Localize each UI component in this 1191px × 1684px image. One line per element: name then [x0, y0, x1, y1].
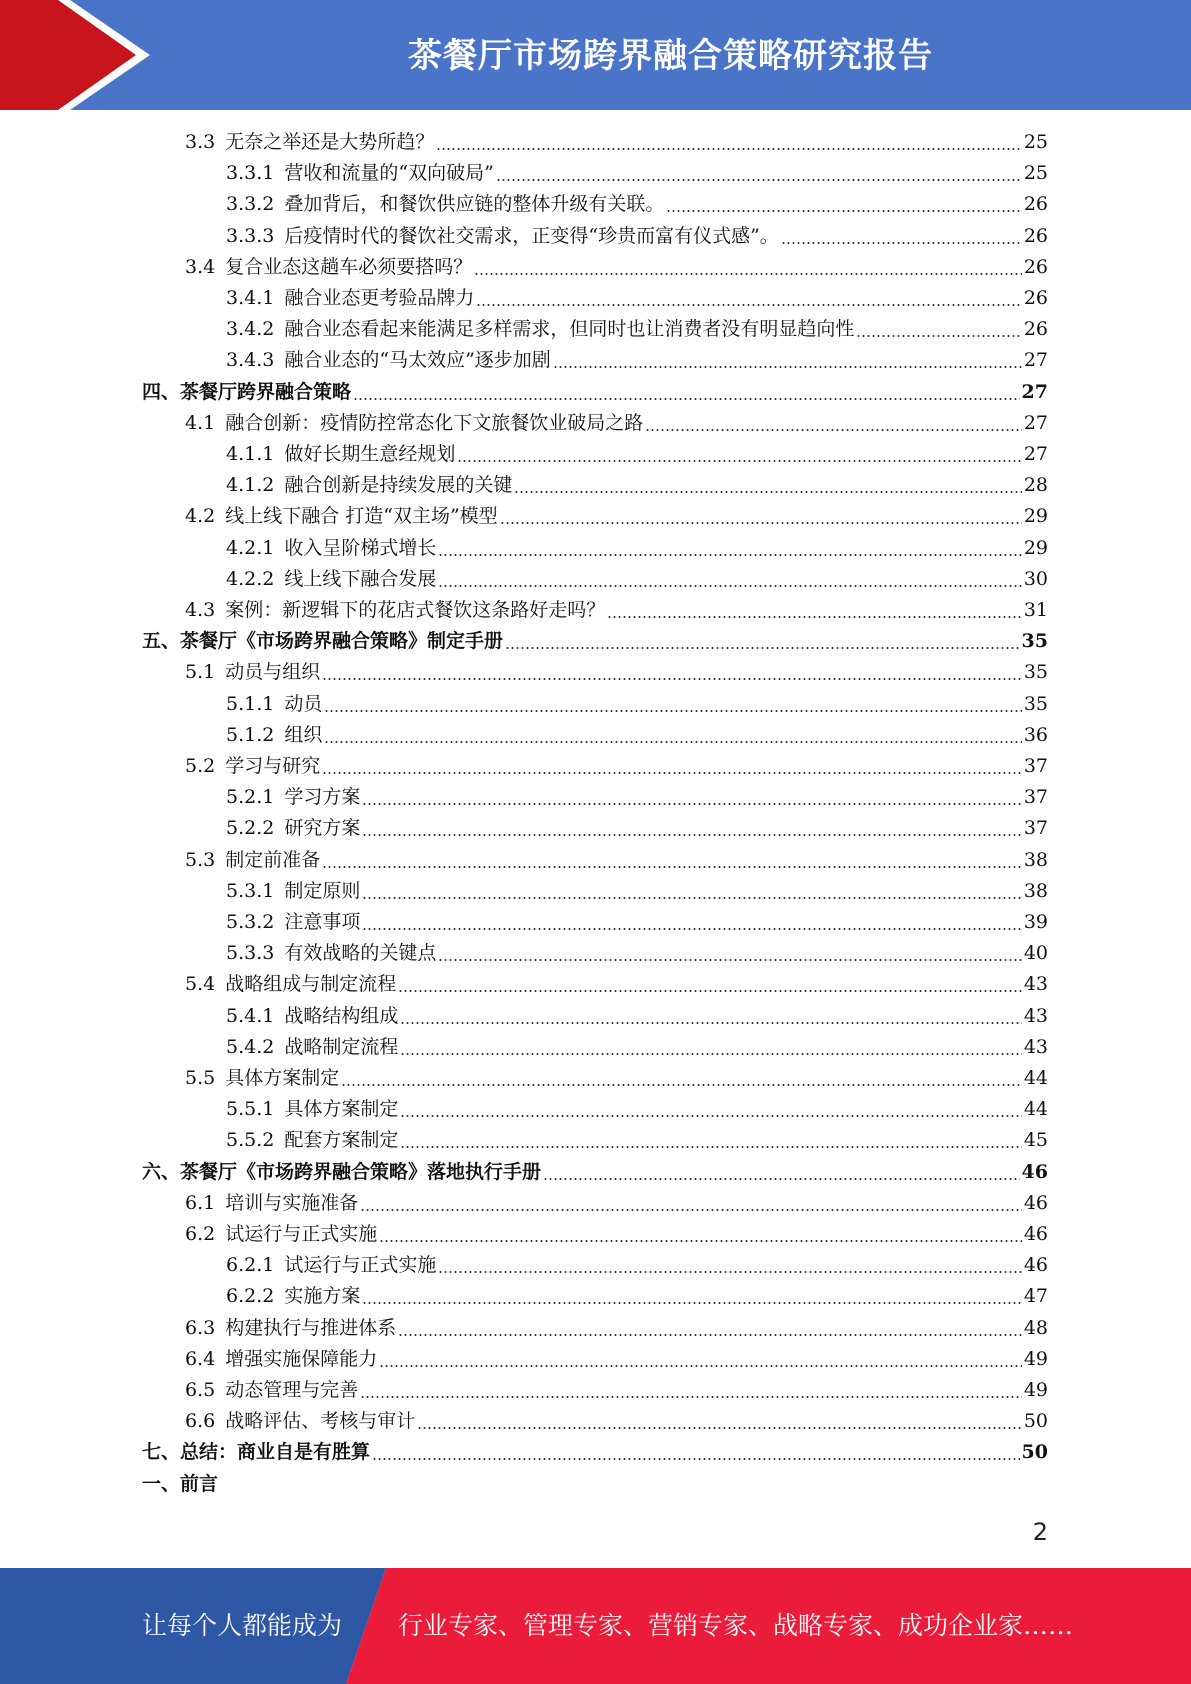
toc-entry-page: 26 [1023, 193, 1048, 216]
toc-entry-number: 4.2 [185, 505, 216, 528]
toc-entry-title: 四、茶餐厅跨界融合策略 [142, 380, 352, 403]
toc-entry[interactable] [226, 221, 1048, 252]
toc-entry-number: 4.2.2 [226, 567, 275, 590]
toc-entry-number: 4.3 [185, 599, 216, 621]
toc-entry-title: 制定原则 [284, 879, 361, 902]
toc-entry[interactable] [226, 689, 1048, 720]
toc-entry[interactable] [185, 1313, 1048, 1344]
toc-entry[interactable] [142, 377, 1048, 408]
toc-entry-page: 43 [1023, 1004, 1048, 1027]
toc-entry-title: 实施方案 [284, 1285, 361, 1308]
toc-leader-dots [362, 880, 1021, 900]
toc-leader-dots [607, 599, 1022, 619]
toc-leader-dots [505, 630, 1020, 650]
toc-leader-dots [856, 318, 1021, 338]
toc-entry-title: 注意事项 [284, 911, 361, 933]
toc-leader-dots [398, 1317, 1022, 1337]
toc-entry-number: 5.5 [185, 1067, 216, 1089]
toc-entry-page: 25 [1023, 162, 1048, 185]
toc-leader-dots [457, 443, 1021, 463]
toc-entry-title: 具体方案制定 [225, 1067, 340, 1089]
toc-entry-title: 配套方案制定 [284, 1129, 399, 1152]
toc-leader-dots [353, 381, 1020, 401]
toc-entry-title: 增强实施保障能力 [225, 1347, 378, 1370]
toc-leader-dots [324, 693, 1021, 713]
toc-entry[interactable] [226, 470, 1048, 501]
toc-entry-number: 5.3.3 [226, 942, 275, 965]
toc-entry-page: 40 [1023, 942, 1048, 965]
toc-entry-number: 3.3 [185, 131, 216, 153]
toc-entry-page: 35 [1021, 630, 1048, 653]
toc-entry-title: 叠加背后，和餐饮供应链的整体升级有关联。 [284, 193, 665, 216]
toc-leader-dots [474, 256, 1022, 276]
toc-entry-number: 5.4.1 [226, 1004, 275, 1027]
toc-entry-number: 6.1 [185, 1191, 216, 1214]
toc-entry-number: 3.3.3 [226, 224, 275, 247]
toc-entry[interactable] [226, 1250, 1048, 1281]
toc-entry-title: 战略评估、考核与审计 [225, 1410, 416, 1433]
toc-entry[interactable] [142, 626, 1048, 657]
toc-entry-page: 27 [1023, 443, 1048, 465]
toc-leader-dots [438, 537, 1021, 557]
toc-entry-number: 5.1.2 [226, 723, 275, 746]
toc-entry-title: 试运行与正式实施 [225, 1223, 378, 1245]
toc-leader-dots [362, 911, 1021, 931]
toc-leader-dots [324, 724, 1021, 744]
toc-entry-title: 动员与组织 [225, 661, 321, 684]
toc-leader-dots [438, 1254, 1021, 1274]
toc-entry-title: 融合业态更考验品牌力 [284, 287, 475, 309]
toc-entry-title: 七、总结：商业自是有胜算 [142, 1441, 371, 1464]
toc-leader-dots [496, 162, 1022, 182]
toc-entry-title: 融合业态的“马太效应”逐步加剧 [284, 349, 551, 372]
toc-entry-number: 4.1 [185, 411, 216, 434]
toc-entry-title: 线上线下融合 打造“双主场”模型 [225, 505, 498, 528]
toc-entry-page: 29 [1023, 505, 1048, 528]
toc-leader-dots [500, 505, 1022, 525]
toc-entry-title: 学习方案 [284, 786, 361, 809]
toc-leader-dots [666, 193, 1021, 213]
toc-entry[interactable] [226, 1094, 1048, 1125]
toc-leader-dots [322, 661, 1022, 681]
toc-entry-title: 收入呈阶梯式增长 [284, 536, 437, 559]
toc-entry-page: 26 [1023, 224, 1048, 247]
toc-entry-title: 营收和流量的“双向破局” [284, 162, 494, 185]
toc-entry-page: 26 [1023, 318, 1048, 341]
toc-entry-number: 6.5 [185, 1379, 216, 1401]
toc-entry-number: 5.1 [185, 661, 216, 684]
toc-leader-dots [360, 1192, 1022, 1212]
toc-entry[interactable] [226, 283, 1048, 314]
toc-entry[interactable] [142, 1437, 1048, 1468]
toc-entry-number: 5.3.1 [226, 879, 275, 902]
toc-leader-dots [362, 817, 1021, 837]
toc-leader-dots [553, 349, 1022, 369]
toc-entry-page: 38 [1023, 848, 1048, 871]
toc-entry-number: 5.5.1 [226, 1098, 275, 1121]
toc-entry[interactable] [185, 1188, 1048, 1219]
toc-entry-number: 6.3 [185, 1316, 216, 1339]
page-number: 2 [1032, 1518, 1048, 1546]
toc-entry-number: 5.3 [185, 848, 216, 871]
toc-entry-number: 3.4.2 [226, 318, 275, 341]
toc-entry[interactable] [226, 189, 1048, 220]
toc-entry-page: 49 [1023, 1347, 1048, 1370]
toc-entry-page: 44 [1023, 1098, 1048, 1121]
toc-entry-title: 融合业态看起来能满足多样需求，但同时也让消费者没有明显趋向性 [284, 318, 855, 341]
toc-entry[interactable] [185, 1375, 1048, 1406]
toc-entry-page: 36 [1023, 723, 1048, 746]
toc-entry-page: 46 [1021, 1160, 1048, 1183]
toc-entry[interactable] [142, 1157, 1048, 1188]
toc-entry[interactable] [226, 813, 1048, 844]
page-header [0, 0, 1191, 110]
toc-leader-dots [438, 568, 1021, 588]
toc-leader-dots [645, 412, 1022, 432]
toc-entry-number: 3.3.2 [226, 193, 275, 216]
toc-entry[interactable] [185, 1063, 1048, 1094]
toc-entry-page: 37 [1023, 817, 1048, 840]
toc-entry-page: 47 [1023, 1285, 1048, 1308]
toc-entry-number: 5.4.2 [226, 1035, 275, 1058]
toc-entry-number: 5.4 [185, 973, 216, 996]
toc-entry[interactable] [226, 907, 1048, 938]
toc-leader-dots [400, 1005, 1021, 1025]
toc-entry[interactable] [226, 782, 1048, 813]
toc-leader-dots [417, 1410, 1022, 1430]
toc-entry[interactable] [226, 1001, 1048, 1032]
toc-leader-dots [398, 973, 1022, 993]
toc-entry-page: 50 [1021, 1441, 1048, 1464]
toc-entry[interactable] [185, 969, 1048, 1000]
toc-entry-title: 培训与实施准备 [225, 1191, 359, 1214]
toc-leader-dots [379, 1223, 1022, 1243]
toc-entry-title: 战略制定流程 [284, 1035, 399, 1058]
toc-entry-title: 融合创新：疫情防控常态化下文旅餐饮业破局之路 [225, 411, 644, 434]
toc-leader-dots [514, 474, 1021, 494]
toc-leader-dots [322, 755, 1022, 775]
page-footer [0, 1568, 1191, 1684]
toc-entry-page: 49 [1023, 1379, 1048, 1401]
toc-entry-page: 28 [1023, 474, 1048, 497]
toc-entry-title: 战略组成与制定流程 [225, 973, 397, 996]
toc-entry-page: 46 [1023, 1254, 1048, 1277]
toc-entry-page: 37 [1023, 786, 1048, 809]
toc-entry-page: 35 [1023, 692, 1048, 715]
toc-entry-title: 动态管理与完善 [225, 1379, 359, 1401]
toc-entry[interactable] [226, 720, 1048, 751]
toc-entry[interactable] [226, 1281, 1048, 1312]
toc-entry[interactable] [185, 1219, 1048, 1250]
toc-entry[interactable] [185, 845, 1048, 876]
toc-entry-page: 26 [1023, 287, 1048, 309]
toc-entry-number: 6.2 [185, 1223, 216, 1245]
toc-entry[interactable] [142, 1469, 218, 1500]
toc-entry-title: 无奈之举还是大势所趋？ [225, 131, 435, 153]
toc-entry-title: 动员 [284, 692, 323, 715]
toc-entry-number: 4.1.1 [226, 443, 275, 465]
toc-entry-number: 4.1.2 [226, 474, 275, 497]
toc-leader-dots [543, 1161, 1020, 1181]
toc-entry-page: 27 [1021, 380, 1048, 403]
toc-entry[interactable] [185, 595, 1048, 626]
toc-leader-dots [362, 786, 1021, 806]
toc-entry-title: 案例：新逻辑下的花店式餐饮这条路好走吗？ [225, 599, 606, 621]
toc-entry-page: 37 [1023, 755, 1048, 777]
toc-entry[interactable] [185, 408, 1048, 439]
toc-entry-number: 6.2.1 [226, 1254, 275, 1277]
toc-entry-number: 5.5.2 [226, 1129, 275, 1152]
toc-entry[interactable] [226, 1125, 1048, 1156]
toc-leader-dots [400, 1129, 1021, 1149]
toc-entry-page: 35 [1023, 661, 1048, 684]
toc-entry[interactable] [185, 127, 1048, 158]
toc-entry[interactable] [226, 314, 1048, 345]
toc-entry-page: 38 [1023, 879, 1048, 902]
toc-entry[interactable] [226, 1032, 1048, 1063]
toc-entry-page: 44 [1023, 1067, 1048, 1089]
toc-entry-page: 48 [1023, 1316, 1048, 1339]
toc-entry-page: 27 [1023, 411, 1048, 434]
toc-leader-dots [781, 225, 1022, 245]
toc-entry-title: 做好长期生意经规划 [284, 443, 456, 465]
toc-entry-number: 5.2.1 [226, 786, 275, 809]
footer-slogan-right: 行业专家、管理专家、营销专家、战略专家、成功企业家…… [398, 1611, 1074, 1640]
toc-entry-page: 43 [1023, 973, 1048, 996]
toc-entry-number: 4.2.1 [226, 536, 275, 559]
toc-entry-page: 46 [1023, 1191, 1048, 1214]
toc-entry-title: 融合创新是持续发展的关键 [284, 474, 513, 497]
toc-entry[interactable] [226, 158, 1048, 189]
toc-entry[interactable] [226, 876, 1048, 907]
toc-entry-number: 5.2.2 [226, 817, 275, 840]
toc-entry-number: 3.4 [185, 255, 216, 278]
toc-entry-number: 5.1.1 [226, 692, 275, 715]
toc-entry-title: 有效战略的关键点 [284, 942, 437, 965]
toc-entry-number: 5.2 [185, 755, 216, 777]
toc-entry-page: 25 [1023, 131, 1048, 153]
toc-entry-title: 五、茶餐厅《市场跨界融合策略》制定手册 [142, 630, 504, 653]
toc-entry-page: 39 [1023, 911, 1048, 933]
toc-entry[interactable] [185, 501, 1048, 532]
toc-entry-title: 六、茶餐厅《市场跨界融合策略》落地执行手册 [142, 1160, 542, 1183]
toc-leader-dots [400, 1036, 1021, 1056]
toc-entry[interactable] [185, 751, 1048, 782]
toc-leader-dots [372, 1441, 1020, 1461]
toc-leader-dots [360, 1379, 1022, 1399]
toc-entry-page: 29 [1023, 536, 1048, 559]
toc-entry-page: 30 [1023, 567, 1048, 590]
toc-entry-title: 学习与研究 [225, 755, 321, 777]
toc-entry-number: 6.4 [185, 1347, 216, 1370]
toc-entry-page: 43 [1023, 1035, 1048, 1058]
footer-slogan-left: 让每个人都能成为 [142, 1611, 343, 1640]
toc-leader-dots [436, 131, 1022, 151]
header-title: 茶餐厅市场跨界融合策略研究报告 [408, 36, 933, 76]
toc-entry-title: 研究方案 [284, 817, 361, 840]
toc-leader-dots [438, 942, 1021, 962]
toc-entry[interactable] [226, 345, 1048, 376]
toc-entry-title: 具体方案制定 [284, 1098, 399, 1121]
toc-leader-dots [400, 1098, 1021, 1118]
toc-entry[interactable] [226, 439, 1048, 470]
toc-entry-title: 制定前准备 [225, 848, 321, 871]
toc-entry-number: 3.3.1 [226, 162, 275, 185]
toc-entry-number: 3.4.1 [226, 287, 275, 309]
toc-entry-page: 45 [1023, 1129, 1048, 1152]
toc-entry[interactable] [185, 252, 1048, 283]
toc-entry-number: 6.2.2 [226, 1285, 275, 1308]
toc-entry-page: 50 [1023, 1410, 1048, 1433]
toc-entry-title: 构建执行与推进体系 [225, 1316, 397, 1339]
toc-entry[interactable] [185, 657, 1048, 688]
toc-leader-dots [379, 1348, 1022, 1368]
toc-entry-title: 后疫情时代的餐饮社交需求，正变得“珍贵而富有仪式感”。 [284, 224, 779, 247]
toc-leader-dots [362, 1285, 1021, 1305]
toc-entry[interactable] [226, 938, 1048, 969]
toc-entry-page: 27 [1023, 349, 1048, 372]
toc-entry[interactable] [185, 1406, 1048, 1437]
toc-entry-page: 46 [1023, 1223, 1048, 1245]
toc-leader-dots [341, 1067, 1022, 1087]
toc-entry-number: 3.4.3 [226, 349, 275, 372]
toc-entry-title: 战略结构组成 [284, 1004, 399, 1027]
toc-entry-number: 5.3.2 [226, 911, 275, 933]
toc-entry-title: 复合业态这趟车必须要搭吗？ [225, 255, 473, 278]
toc-entry-title: 试运行与正式实施 [284, 1254, 437, 1277]
toc-entry[interactable] [185, 1344, 1048, 1375]
toc-entry[interactable] [226, 564, 1048, 595]
toc-entry-number: 6.6 [185, 1410, 216, 1433]
toc-entry[interactable] [226, 533, 1048, 564]
toc-leader-dots [322, 849, 1022, 869]
toc-entry-page: 31 [1023, 599, 1048, 621]
toc-entry-title: 线上线下融合发展 [284, 567, 437, 590]
toc-entry-title: 组织 [284, 723, 323, 746]
toc-leader-dots [476, 287, 1021, 307]
toc-entry-title: 一、前言 [142, 1472, 219, 1495]
toc-entry-page: 26 [1023, 255, 1048, 278]
